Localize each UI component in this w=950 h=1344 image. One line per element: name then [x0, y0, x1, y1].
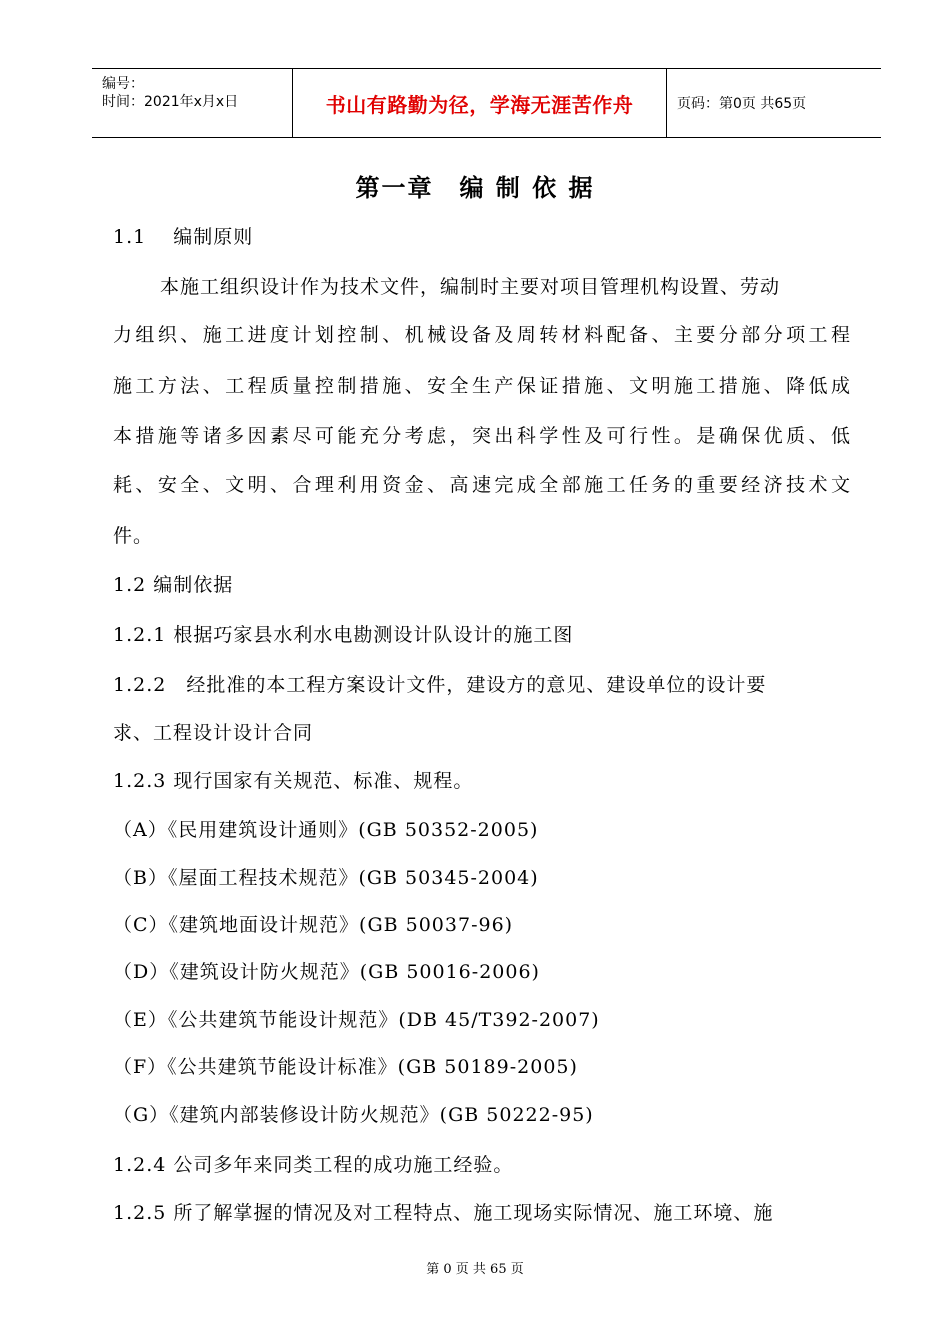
- list-item: 求、工程设计设计合同: [113, 722, 314, 744]
- list-item: 1.2.4 公司多年来同类工程的成功施工经验。: [113, 1154, 514, 1176]
- section-heading: 1.2 编制依据: [113, 574, 234, 596]
- page-header: [92, 68, 881, 138]
- paragraph-line: 力组织、施工进度计划控制、机械设备及周转材料配备、主要分部分项工程: [113, 324, 851, 346]
- document-number-label: 编号：: [102, 76, 144, 92]
- standard-item: （C）《建筑地面设计规范》(GB 50037-96): [113, 914, 514, 936]
- header-motto-cell: [293, 69, 667, 137]
- header-motto: 书山有路勤为径，学海无涯苦作舟: [325, 92, 634, 117]
- section-heading: 1.1 编制原则: [113, 226, 254, 248]
- list-item: 1.2.3 现行国家有关规范、标准、规程。: [113, 770, 474, 792]
- chapter-title: 第一章 编 制 依 据: [355, 174, 595, 202]
- header-info-cell: [92, 69, 293, 137]
- standard-item: （A）《民用建筑设计通则》(GB 50352-2005): [113, 819, 539, 841]
- page-footer: 第 0 页 共 65 页: [426, 1262, 524, 1277]
- standard-item: （G）《建筑内部装修设计防火规范》(GB 50222-95): [113, 1104, 594, 1126]
- paragraph-line: 耗、安全、文明、合理利用资金、高速完成全部施工任务的重要经济技术文: [113, 474, 851, 496]
- header-page-cell: [667, 69, 881, 137]
- document-date: 时间：2021年x月x日: [102, 94, 239, 110]
- paragraph-line: 施工方法、工程质量控制措施、安全生产保证措施、文明施工措施、降低成: [113, 375, 851, 397]
- standard-item: （E）《公共建筑节能设计规范》(DB 45/T392-2007): [113, 1009, 600, 1031]
- standard-item: （B）《屋面工程技术规范》(GB 50345-2004): [113, 867, 539, 889]
- paragraph-line: 本措施等诸多因素尽可能充分考虑，突出科学性及可行性。是确保优质、低: [113, 425, 851, 447]
- list-item: 1.2.1 根据巧家县水利水电勘测设计队设计的施工图: [113, 624, 574, 646]
- header-page-code: 页码：第0页 共65页: [677, 96, 807, 112]
- paragraph-line: 件。: [113, 525, 154, 547]
- list-item: 1.2.2 经批准的本工程方案设计文件，建设方的意见、建设单位的设计要: [113, 674, 767, 696]
- paragraph-line: 本施工组织设计作为技术文件，编制时主要对项目管理机构设置、劳动: [160, 276, 781, 298]
- standard-item: （F）《公共建筑节能设计标准》(GB 50189-2005): [113, 1056, 578, 1078]
- standard-item: （D）《建筑设计防火规范》(GB 50016-2006): [113, 961, 540, 983]
- list-item: 1.2.5 所了解掌握的情况及对工程特点、施工现场实际情况、施工环境、施: [113, 1202, 774, 1224]
